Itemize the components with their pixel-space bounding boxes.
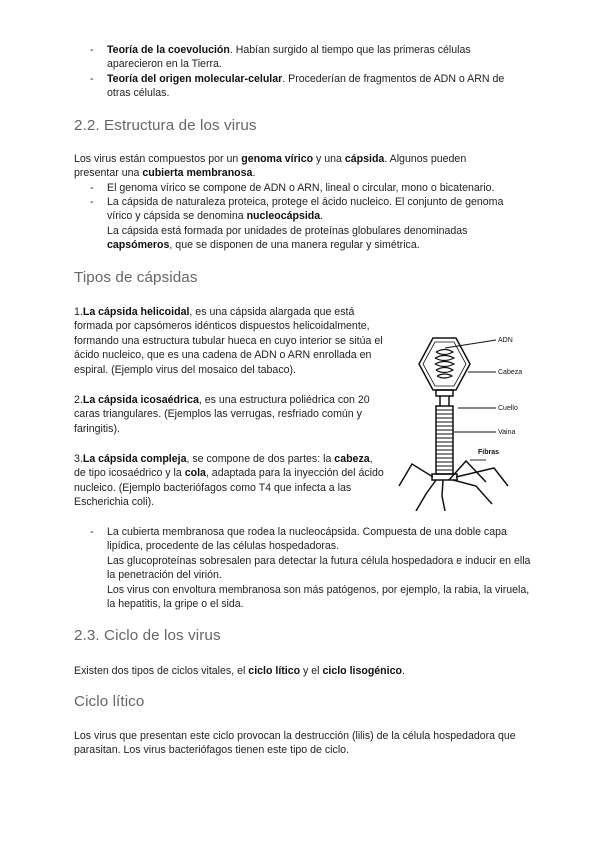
bullet-coevolution: Teoría de la coevolución. Habían surgido al tiempo que las primeras células aparecieron en la Tierra.	[107, 44, 471, 71]
label-adn: ADN	[498, 337, 513, 344]
label-cabeza: Cabeza	[498, 369, 523, 376]
section-heading-lytic: Ciclo lítico	[74, 693, 145, 710]
phage-sheath	[436, 406, 453, 474]
bullet-capsid: La cápsida de naturaleza proteica, protege el ácido nucleico. El conjunto de genoma vírico y cápsida se denomina nucleocápsida. La cápsida está formada por unidades de proteínas globulares denominadas capsómeros, que se disponen de una manera regular y simétrica.	[107, 196, 504, 252]
section-heading-cycle: 2.3. Ciclo de los virus	[74, 627, 221, 644]
structure-intro: Los virus están compuestos por un genoma vírico y una cápsida. Algunos pueden presentar una cubierta membranosa.	[74, 153, 467, 180]
phage-dna-coil	[435, 350, 454, 379]
bullet-marker: -	[90, 182, 94, 194]
bullet-marker: -	[90, 196, 94, 208]
label-cuello: Cuello	[498, 405, 518, 412]
bullet-marker: -	[90, 44, 94, 56]
phage-fiber	[453, 480, 492, 504]
bullet-marker: -	[90, 73, 94, 85]
capsid-complex: 3.La cápsida compleja, se compone de dos partes: la cabeza, de tipo icosaédrico y la cola, adaptada para la inyección del ácido nucleico. (Ejemplo bacteriófagos como T4 que infecta a las Escherichia coli).	[74, 453, 384, 509]
cycle-intro: Existen dos tipos de ciclos vitales, el ciclo lítico y el ciclo lisogénico.	[74, 665, 405, 677]
capsid-icosahedral: 2.La cápsida icosaédrica, es una estructura poliédrica con 20 caras triangulares. (Ejemplos las verrugas, resfriado común y faringitis).	[74, 394, 370, 435]
phage-collar	[436, 390, 453, 396]
phage-fiber	[399, 464, 433, 486]
section-heading-structure: 2.2. Estructura de los virus	[74, 117, 257, 134]
phage-fiber	[416, 480, 436, 511]
phage-head	[419, 338, 470, 390]
label-vaina: Vaina	[498, 429, 516, 436]
bullet-molecular-origin: Teoría del origen molecular-celular. Procederían de fragmentos de ADN o ARN de otras células.	[107, 73, 505, 100]
section-heading-capsid-types: Tipos de cápsidas	[74, 269, 198, 286]
bacteriophage-diagram	[398, 336, 530, 511]
capsid-helical: 1.La cápsida helicoidal, es una cápsida alargada que está formada por capsómeros idénticos dispuestos helicoidalmente, formando una estructura tubular hueca en cuyo interior se sitúa el ácido nucleico, que es una cadena de ADN o ARN enrollada en espiral. (Ejemplo virus del mosaico del tabaco).	[74, 306, 383, 376]
bullet-marker: -	[90, 526, 94, 538]
phage-fiber	[442, 480, 445, 511]
label-fibras: Fibras	[478, 449, 500, 456]
bullet-genome: El genoma vírico se compone de ADN o ARN, lineal o circular, mono o bicatenario.	[107, 182, 495, 194]
bullet-membrane: La cubierta membranosa que rodea la nucleocápsida. Compuesta de una doble capa lipídica, procedente de las células hospedadoras. Las glucoproteínas sobresalen para detectar la futura célula hospedadora e inducir en ella la penetración del virión. Los virus con envoltura membranosa son más patógenos, por ejemplo, la rabia, la viruela, la hepatitis, la gripe o el sida.	[107, 526, 531, 611]
lytic-text: Los virus que presentan este ciclo provocan la destrucción (lilis) de la célula hospedadora que parasitan. Los virus bacteriófagos tienen este tipo de ciclo.	[74, 730, 516, 757]
